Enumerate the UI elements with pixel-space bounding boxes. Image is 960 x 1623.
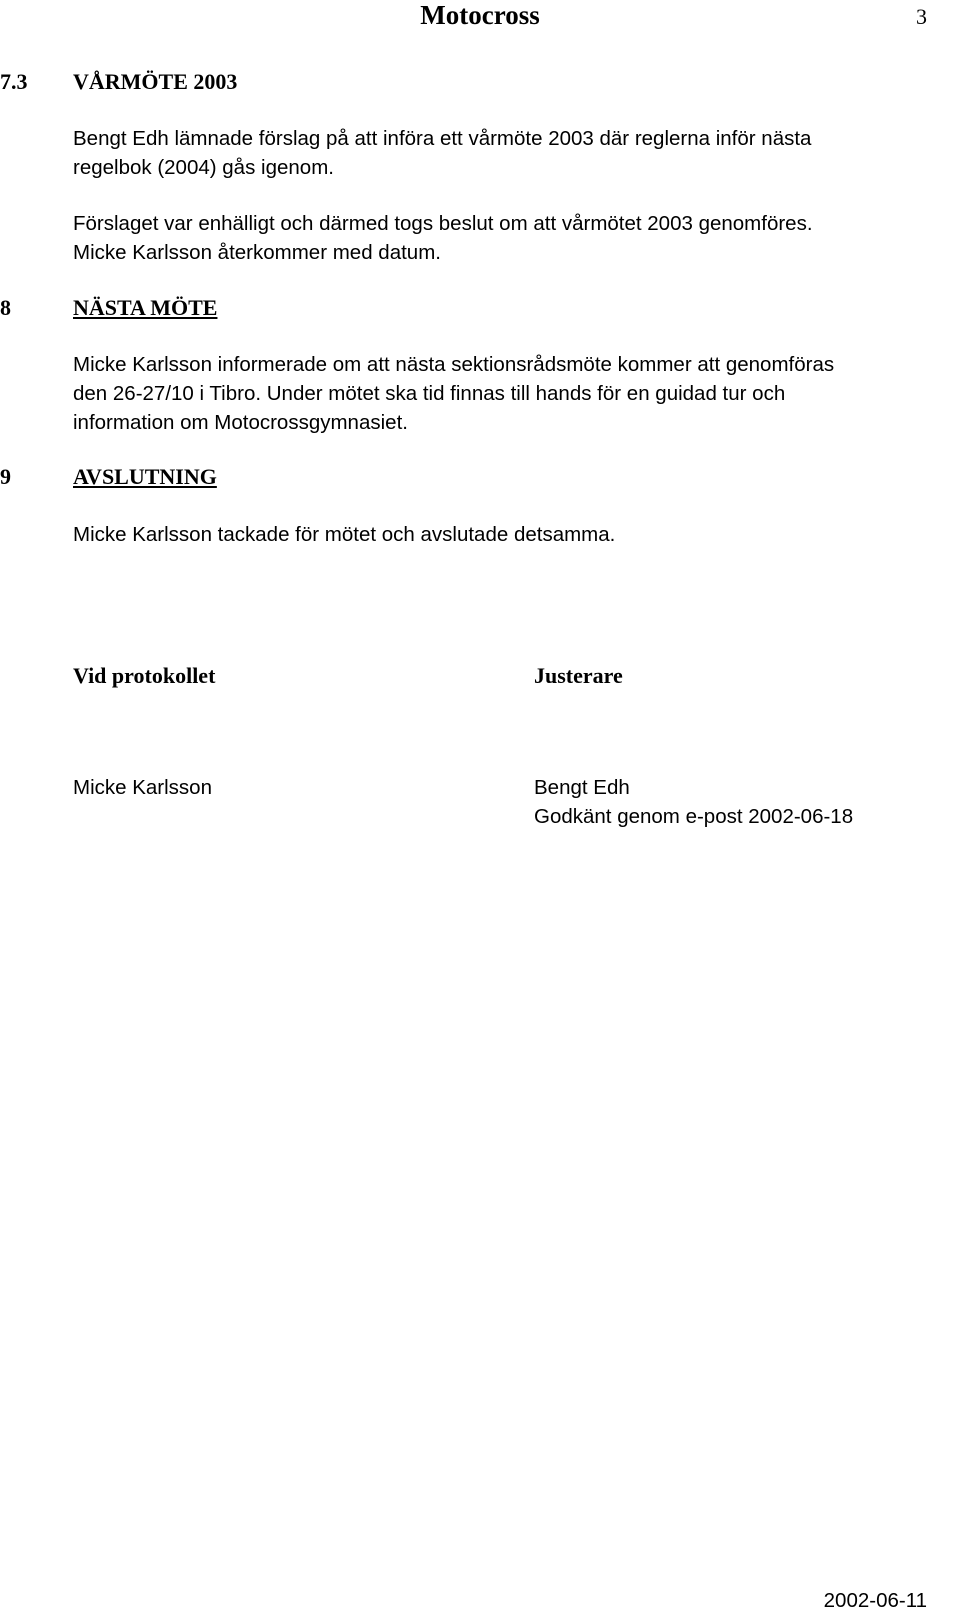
section-number: 7.3 (0, 69, 28, 94)
page-number: 3 (916, 4, 927, 29)
paragraph-line: Micke Karlsson återkommer med datum. (73, 241, 441, 264)
signature-label-right: Justerare (534, 663, 623, 688)
paragraph-line: Micke Karlsson tackade för mötet och avslutade detsamma. (73, 523, 616, 546)
header-title: Motocross (420, 0, 540, 30)
approval-note: Godkänt genom e-post 2002-06-18 (534, 805, 854, 828)
footer-date: 2002-06-11 (823, 1589, 927, 1612)
section-number: 8 (0, 295, 11, 320)
signature-label-left: Vid protokollet (73, 663, 216, 688)
section-number: 9 (0, 464, 11, 489)
signature-name-right: Bengt Edh (534, 776, 630, 799)
paragraph-line: regelbok (2004) gås igenom. (73, 156, 334, 179)
paragraph-line: den 26-27/10 i Tibro. Under mötet ska tid finnas till hands för en guidad tur och (73, 382, 786, 405)
paragraph-line: information om Motocrossgymnasiet. (73, 411, 408, 434)
paragraph-line: Förslaget var enhälligt och därmed togs beslut om att vårmötet 2003 genomföres. (73, 212, 813, 235)
section-title: AVSLUTNING (73, 464, 217, 489)
section-title: VÅRMÖTE 2003 (73, 69, 238, 94)
section-title: NÄSTA MÖTE (73, 295, 218, 320)
paragraph-line: Bengt Edh lämnade förslag på att införa ett vårmöte 2003 där reglerna inför nästa (73, 127, 812, 150)
signature-name-left: Micke Karlsson (73, 776, 212, 799)
paragraph-line: Micke Karlsson informerade om att nästa sektionsrådsmöte kommer att genomföras (73, 353, 835, 376)
